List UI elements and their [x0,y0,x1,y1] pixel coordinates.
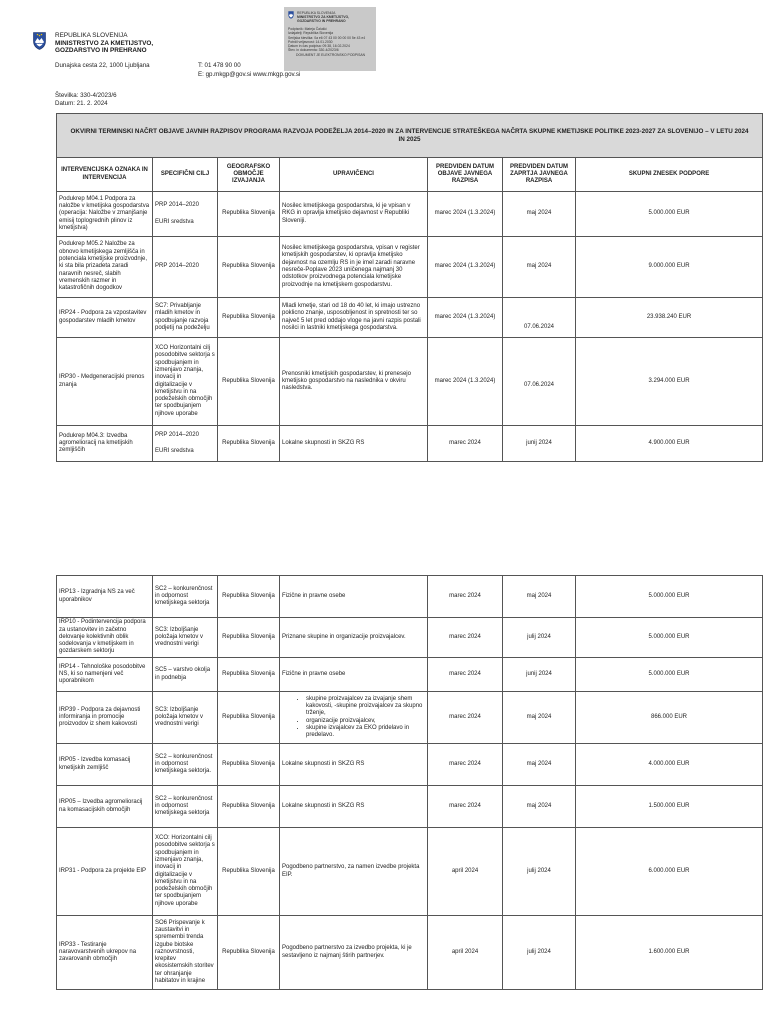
beneficiaries-cell: Lokalne skupnosti in SKZG RS [280,786,428,828]
amount-cell: 23.938.240 EUR [576,298,763,338]
beneficiaries-cell: Prenosniki kmetijskih gospodarstev, ki prenesejo kmetijsko gospodarstvo na naslednika v okviru nasledstva. [280,338,428,426]
open-date-cell: marec 2024 [428,744,503,786]
stamp-line: DOKUMENT JE ELEKTRONSKO PODPISAN [296,52,366,57]
beneficiaries-cell: Fizične in pravne osebe [280,576,428,618]
open-date-cell: marec 2024 [428,618,503,658]
intervention-cell: IRP10 - Podintervencija podpora za ustanovitev in začetno delovanje kolektivnih oblik sodelovanja v kmetijskem in gozdarskem sektorju [57,618,153,658]
goal-cell: SO6 Prispevanje k zaustavitvi in spremembi trenda izgube biotske raznovrstnosti, krepitev ekosistemskih storitev ter ohranjanje habitatov in krajine [153,916,218,990]
beneficiaries-cell: Nosilec kmetijskega gospodarstva, ki je vpisan v RKG in opravlja kmetijsko dejavnost v Republiki Sloveniji. [280,192,428,237]
amount-cell: 6.000.000 EUR [576,828,763,916]
table-row [57,426,763,462]
table-row [57,237,763,298]
open-date-cell: april 2024 [428,828,503,916]
area-cell: Republika Slovenija [218,744,280,786]
email-web: E: gp.mkgp@gov.si www.mkgp.gov.si [198,70,301,78]
open-date-cell: marec 2024 [428,426,503,462]
column-header: SPECIFIČNI CILJ [153,158,218,192]
close-date-cell: maj 2024 [503,237,576,298]
amount-cell: 3.294.000 EUR [576,338,763,426]
open-date-cell: marec 2024 (1.3.2024) [428,192,503,237]
plan-table-part-1 [56,113,763,462]
beneficiaries-cell: Mladi kmetje, stari od 18 do 40 let, ki imajo ustrezno poklicno znanje, usposobljenost in spretnosti ter so največ 5 let pred oddajo vloge na javni razpis postali nosilci in lastniki kmetijskega gospodarstva. [280,298,428,338]
e-signature-stamp [284,7,376,71]
open-date-cell: marec 2024 [428,576,503,618]
org-line: REPUBLIKA SLOVENIJA [55,32,128,39]
area-cell: Republika Slovenija [218,576,280,618]
intervention-cell: IRP13 - Izgradnja NS za več uporabnikov [57,576,153,618]
intervention-cell: IRP30 - Medgeneracijski prenos znanja [57,338,153,426]
area-cell: Republika Slovenija [218,658,280,692]
amount-cell: 866.000 EUR [576,692,763,744]
table-row [57,618,763,658]
goal-cell: SC7: Privabljanje mladih kmetov in spodbujanje razvoja podjetij na podeželju [153,298,218,338]
column-header: PREDVIDEN DATUM ZAPRTJA JAVNEGA RAZPISA [503,158,576,192]
table-row [57,338,763,426]
area-cell: Republika Slovenija [218,692,280,744]
beneficiaries-cell: Nosilec kmetijskega gospodarstva, vpisan v register kmetijskih gospodarstev, ki opravlja kmetijsko dejavnost na ozemlju RS in je imel zaradi naravne nesreče-Poplave 2023 uničenega najmanj 30 odstotkov proizvodnega potenciala kmetijske proizvodnje na kmetijskem gospodarstvu. [280,237,428,298]
table-row [57,692,763,744]
goal-cell: SC2 – konkurenčnost in odpornost kmetijskega sektorja. [153,744,218,786]
close-date-cell: maj 2024 [503,692,576,744]
area-cell: Republika Slovenija [218,786,280,828]
area-cell: Republika Slovenija [218,828,280,916]
close-date-cell: junij 2024 [503,658,576,692]
stamp-line: Izdajatelj: Republika Slovenija [288,31,334,36]
column-header: PREDVIDEN DATUM OBJAVE JAVNEGA RAZPISA [428,158,503,192]
area-cell: Republika Slovenija [218,298,280,338]
amount-cell: 9.000.000 EUR [576,237,763,298]
beneficiary-item: • skupine izvajalcev za EKO pridelavo in predelavo. [306,725,425,740]
open-date-cell: marec 2024 [428,692,503,744]
beneficiaries-cell [280,692,428,744]
beneficiary-item: • organizacije proizvajalcev, [306,718,425,725]
org-line: MINISTRSTVO ZA KMETIJSTVO, [55,39,154,47]
phone: T: 01 478 90 00 [198,62,241,69]
plan-table-part-2 [56,575,763,990]
amount-cell: 1.600.000 EUR [576,916,763,990]
document-number: Številka: 330-4/2023/6 [55,92,117,99]
close-date-cell: maj 2024 [503,786,576,828]
table-title: OKVIRNI TERMINSKI NAČRT OBJAVE JAVNIH RAZPISOV PROGRAMA RAZVOJA PODEŽELJA 2014–2020 IN ZA INTERVENCIJE STRATEŠKEGA NAČRTA SKUPNE KMETIJSKE POLITIKE 2023-2027 ZA SLOVENIJO – V LETU 2024 IN 2025 [57,114,763,158]
open-date-cell: marec 2024 [428,658,503,692]
goal-cell: SC2 – konkurenčnost in odpornost kmetijskega sektorja [153,576,218,618]
slovenia-coat-of-arms-icon [33,32,46,50]
close-date-cell: maj 2024 [503,192,576,237]
column-header: INTERVENCIJSKA OZNAKA IN INTERVENCIJA [57,158,153,192]
open-date-cell: april 2024 [428,916,503,990]
intervention-cell: IRP24 - Podpora za vzpostavitev gospodarstev mladih kmetov [57,298,153,338]
beneficiaries-cell: Fizične in pravne osebe [280,658,428,692]
close-date-cell: julij 2024 [503,916,576,990]
close-date-cell: maj 2024 [503,744,576,786]
close-date-cell: julij 2024 [503,828,576,916]
table-row [57,576,763,618]
intervention-cell: Podukrep M04.3: Izvedba agromelioracij na kmetijskih zemljiščih [57,426,153,462]
stamp-line: Podpisnik: Mateja Čalušić [288,27,327,31]
org-line: GOZDARSTVO IN PREHRANO [55,47,147,55]
intervention-cell: IRP05 - Izvedba komasacij kmetijskih zemljišč [57,744,153,786]
open-date-cell: marec 2024 [428,786,503,828]
beneficiaries-cell: Lokalne skupnosti in SKZG RS [280,426,428,462]
table-row [57,786,763,828]
table-header-row [57,158,763,192]
beneficiary-item: • skupine proizvajalcev za izvajanje shem kakovosti, -skupine proizvajalcev za skupno trženje, [306,696,425,718]
amount-cell: 5.000.000 EUR [576,576,763,618]
stamp-line: Štev. in dokumenta: 330-4/2023/6 [288,48,339,53]
area-cell: Republika Slovenija [218,916,280,990]
area-cell: Republika Slovenija [218,237,280,298]
table-row [57,298,763,338]
close-date-cell: julij 2024 [503,618,576,658]
amount-cell: 5.000.000 EUR [576,192,763,237]
area-cell: Republika Slovenija [218,192,280,237]
stamp-org-line: REPUBLIKA SLOVENIJA [297,11,336,15]
stamp-line: Potrdil veljavnost: 14.01.2030 [288,39,333,44]
beneficiaries-cell: Pogodbeno partnerstvo za izvedbo projekta, ki je sestavljeno iz najmanj štirih partnerjev. [280,916,428,990]
goal-cell: SC3: Izboljšanje položaja kmetov v vrednostni verigi [153,618,218,658]
column-header: GEOGRAFSKO OBMOČJE IZVAJANJA [218,158,280,192]
table-row [57,916,763,990]
stamp-line: Serijska številka: 0a e6 07 43 00 00 00 00 5e 43 e4 [288,35,366,40]
table-row [57,658,763,692]
amount-cell: 5.000.000 EUR [576,618,763,658]
intervention-cell: IRP33 - Testiranje naravovarstvenih ukrepov na zavarovanih območjih [57,916,153,990]
goal-cell: PRP 2014–2020 [153,237,218,298]
stamp-org-line: GOZDARSTVO IN PREHRANO [297,19,346,23]
open-date-cell: marec 2024 (1.3.2024) [428,298,503,338]
intervention-cell: IRP39 - Podpora za dejavnosti informiranja in promocije proizvodov iz shem kakovosti [57,692,153,744]
goal-cell: SC3: Izboljšanje položaja kmetov v vrednostni verigi [153,692,218,744]
ministry-address: Dunajska cesta 22, 1000 Ljubljana [55,62,150,69]
table-row [57,744,763,786]
goal-cell: SC2 – konkurenčnost in odpornost kmetijskega sektorja [153,786,218,828]
column-header: SKUPNI ZNESEK PODPORE [576,158,763,192]
intervention-cell: IRP05 – Izvedba agromelioracij na komasacijskih območjih [57,786,153,828]
amount-cell: 1.500.000 EUR [576,786,763,828]
stamp-crest-icon [288,11,294,19]
document-date: Datum: 21. 2. 2024 [55,99,108,107]
goal-cell: PRP 2014–2020 EURI sredstva [153,426,218,462]
goal-cell: PRP 2014–2020 EURI sredstva [153,192,218,237]
table-row [57,192,763,237]
goal-cell: SC5 – varstvo okolja in podnebja [153,658,218,692]
area-cell: Republika Slovenija [218,618,280,658]
ministry-name [55,32,153,55]
amount-cell: 5.000.000 EUR [576,658,763,692]
close-date-cell: 07.06.2024 [503,338,576,426]
amount-cell: 4.900.000 EUR [576,426,763,462]
intervention-cell: IRP14 - Tehnološke posodobitve NS, ki so namenjeni več uporabnikom [57,658,153,692]
goal-cell: XCO: Horizontalni cilj posodobitve sektorja s spodbujanjem in izmenjavo znanja, inovacij in digitalizacije v kmetijstvu in na podeželskih območjih ter spodbujanjem njihove uporabe [153,828,218,916]
intervention-cell: IRP31 - Podpora za projekte EIP [57,828,153,916]
area-cell: Republika Slovenija [218,338,280,426]
open-date-cell: marec 2024 (1.3.2024) [428,338,503,426]
document-references [55,92,117,108]
stamp-org-line: MINISTRSTVO ZA KMETIJSTVO, [297,15,350,19]
column-header: UPRAVIČENCI [280,158,428,192]
close-date-cell: junij 2024 [503,426,576,462]
amount-cell: 4.000.000 EUR [576,744,763,786]
table-row [57,828,763,916]
beneficiaries-cell: Priznane skupine in organizacije proizvajalcev. [280,618,428,658]
goal-cell: XCO Horizontalni cilj posodobitve sektorja s spodbujanjem in izmenjavo znanja, inovacij in digitalizacije v kmetijstvu in na podeželskih območjih ter spodbujanjem njihove uporabe [153,338,218,426]
open-date-cell: marec 2024 (1.3.2024) [428,237,503,298]
beneficiaries-cell: Pogodbeno partnerstvo, za namen izvedbe projekta EIP. [280,828,428,916]
beneficiaries-cell: Lokalne skupnosti in SKZG RS [280,744,428,786]
close-date-cell: 07.06.2024 [503,298,576,338]
intervention-cell: Podukrep M04.1 Podpora za naložbe v kmetijska gospodarstva (operacija: Naložbe v zmanjšanje emisij toplogrednih plinov iz kmetijstva) [57,192,153,237]
close-date-cell: maj 2024 [503,576,576,618]
stamp-line: Datum in čas podpisa: 09:38, 16.02.2024 [288,44,350,49]
intervention-cell: Podukrep M05.2 Naložbe za obnovo kmetijskega zemljišča in potenciala kmetijske proizvodnje, ki sta bila prizadeta zaradi naravnih nesreč, slabih vremenskih razmer in katastrofičnih dogodkov [57,237,153,298]
area-cell: Republika Slovenija [218,426,280,462]
